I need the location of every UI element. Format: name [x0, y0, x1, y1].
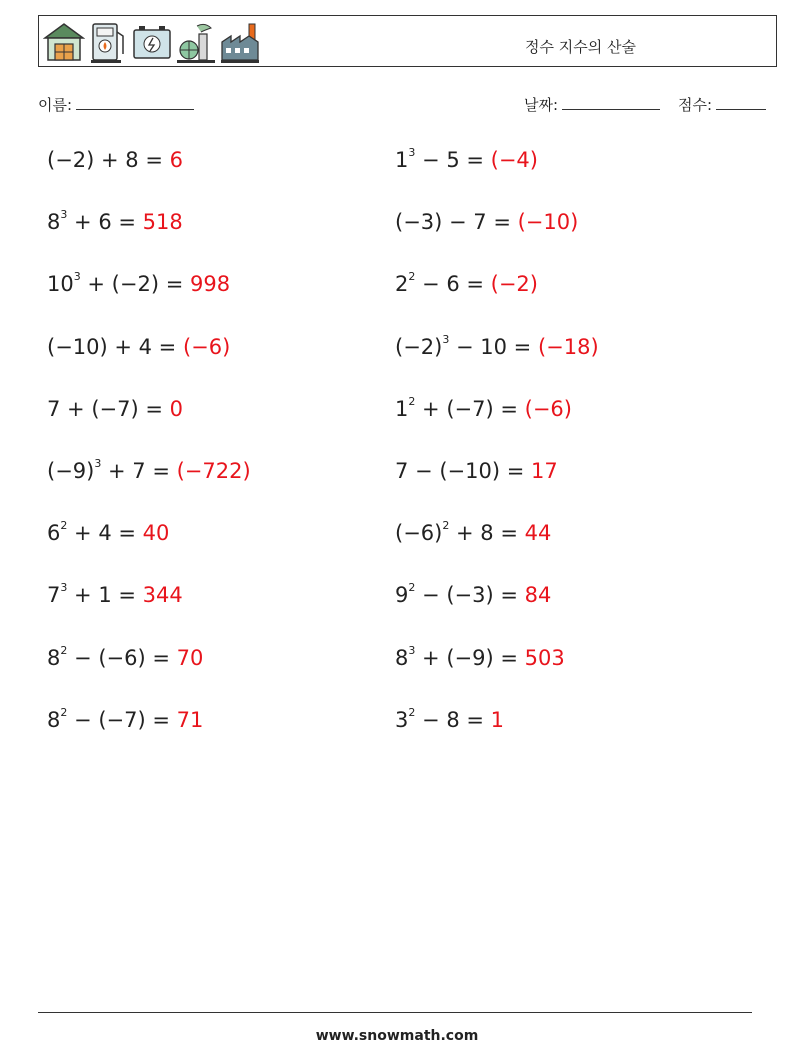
problem-base: 8	[395, 645, 409, 670]
problem-base: 7	[47, 583, 61, 608]
problem-expression: + 7 =	[101, 459, 177, 483]
problem-item	[47, 583, 183, 607]
problem-answer: 503	[524, 645, 565, 670]
problem-item	[395, 521, 551, 545]
problem-answer: 17	[530, 459, 558, 483]
problem-exponent: 2	[408, 394, 416, 408]
name-field	[38, 94, 194, 115]
problem-expression: + (−2) =	[80, 272, 190, 297]
problem-expression: − 6 =	[415, 272, 491, 297]
date-label: 날짜:	[524, 96, 559, 114]
problem-item	[395, 583, 551, 607]
problem-expression: + 4 =	[107, 334, 183, 359]
problem-expression: − 7 =	[442, 210, 518, 235]
problem-exponent: 2	[408, 705, 416, 719]
problem-item	[47, 705, 204, 732]
problem-item	[47, 643, 204, 670]
problem-item	[395, 272, 538, 296]
problem-answer: 40	[142, 521, 170, 546]
problem-expression: − 5 =	[415, 148, 491, 172]
problem-item	[395, 332, 599, 359]
problem-base: 7	[395, 459, 409, 483]
problem-answer: 998	[189, 272, 231, 297]
problem-item	[47, 521, 169, 545]
warehouse-icon	[43, 20, 85, 64]
problem-base: 8	[47, 707, 61, 732]
problem-item	[47, 148, 183, 172]
date-blank	[562, 95, 660, 110]
problem-answer: 71	[176, 707, 204, 732]
problem-answer: 6	[169, 148, 183, 172]
problem-exponent: 3	[60, 208, 68, 222]
problem-base: 7	[47, 396, 61, 421]
date-field	[524, 94, 660, 115]
problem-answer: (−2)	[490, 272, 538, 297]
problem-answer: (−6)	[524, 396, 572, 421]
problem-expression: + (−7) =	[415, 396, 525, 421]
problem-expression: + 8 =	[449, 521, 525, 546]
problem-base: 10	[47, 272, 74, 297]
problem-expression: − (−7) =	[67, 707, 177, 732]
problem-item	[47, 272, 230, 296]
header-icons	[43, 20, 261, 64]
problem-exponent: 2	[60, 705, 68, 719]
problem-base: 8	[47, 210, 61, 235]
problem-base: 1	[395, 148, 409, 172]
problem-answer: (−18)	[537, 334, 599, 359]
problem-expression: + (−9) =	[415, 645, 525, 670]
gas-pump-icon	[87, 20, 129, 64]
problem-answer: (−10)	[517, 210, 579, 235]
problem-item	[47, 397, 183, 421]
power-plant-icon	[175, 20, 217, 64]
problem-answer: 0	[169, 396, 183, 421]
problem-answer: 1	[490, 707, 505, 732]
problem-answer: 344	[142, 583, 183, 608]
problem-exponent: 2	[442, 519, 450, 533]
score-blank	[716, 95, 766, 110]
problem-base: 2	[395, 272, 409, 297]
name-blank	[76, 95, 194, 110]
problem-answer: (−6)	[182, 334, 231, 359]
problem-answer: (−722)	[176, 459, 251, 483]
problem-base: (−2)	[395, 334, 443, 359]
problem-exponent: 3	[408, 643, 416, 657]
problem-base: (−2)	[47, 148, 95, 172]
score-field	[678, 94, 766, 115]
problem-base: (−10)	[47, 334, 108, 359]
problem-base: (−6)	[395, 521, 443, 546]
problem-item	[395, 394, 572, 421]
problem-expression: + 4 =	[67, 521, 143, 546]
problem-expression: − 8 =	[415, 707, 491, 732]
problem-expression: − 10 =	[449, 334, 538, 359]
score-label: 점수:	[678, 96, 713, 114]
problem-base: 8	[47, 645, 61, 670]
problem-expression: + 1 =	[67, 583, 143, 608]
problem-exponent: 2	[60, 519, 68, 533]
problem-expression: − (−3) =	[415, 583, 525, 608]
problem-exponent: 3	[94, 457, 102, 470]
battery-icon	[131, 20, 173, 64]
problem-item	[47, 335, 230, 359]
problem-exponent: 3	[73, 270, 81, 284]
footer-site: www.snowmath.com	[315, 1028, 479, 1044]
problem-expression: + 8 =	[94, 148, 170, 172]
problem-item	[395, 643, 565, 670]
problem-item	[47, 210, 183, 234]
name-label: 이름:	[38, 96, 73, 114]
problem-base: 3	[395, 707, 409, 732]
problem-answer: (−4)	[490, 148, 538, 172]
problem-base: 9	[395, 583, 409, 608]
problem-answer: 44	[524, 521, 552, 546]
problem-exponent: 2	[408, 270, 416, 284]
problem-base: (−9)	[47, 459, 95, 483]
problem-answer: 518	[142, 210, 183, 235]
problem-base: (−3)	[395, 210, 443, 235]
header-box	[38, 15, 777, 67]
problem-expression: − (−10) =	[408, 459, 531, 483]
problem-expression: + (−7) =	[60, 396, 170, 421]
footer-divider	[38, 1012, 752, 1013]
problem-item	[47, 459, 251, 483]
problem-answer: 70	[176, 645, 204, 670]
problem-exponent: 3	[442, 332, 450, 346]
problem-expression: + 6 =	[67, 210, 143, 235]
problem-exponent: 3	[60, 581, 68, 595]
problem-exponent: 2	[60, 643, 68, 657]
problem-base: 1	[395, 396, 409, 421]
worksheet-title: 정수 지수의 산술	[525, 38, 636, 56]
problem-base: 6	[47, 521, 61, 546]
problem-answer: 84	[524, 583, 552, 608]
problem-item	[395, 210, 578, 234]
problem-item	[395, 148, 538, 172]
problem-exponent: 2	[408, 581, 416, 595]
problem-expression: − (−6) =	[67, 645, 177, 670]
problem-exponent: 3	[408, 146, 416, 159]
problem-item	[395, 459, 558, 483]
problem-item	[395, 705, 505, 732]
factory-icon	[219, 20, 261, 64]
